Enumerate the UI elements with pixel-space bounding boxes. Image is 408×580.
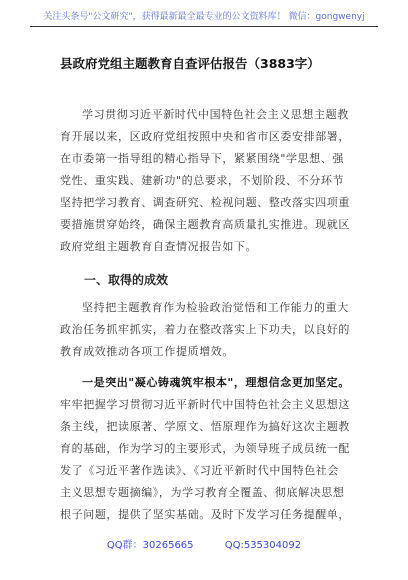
point1-line: 育的基础，作为学习的主要形式，为领导班子成员统一配 xyxy=(60,442,350,455)
header-note: 关注头条号"公文研究"，获得最新最全最专业的公文资料库！ 微信：gongwenyj xyxy=(43,12,365,22)
section1-paragraph xyxy=(60,297,356,363)
intro-line: 在市委第一指导组的精心指导下，紧紧围绕"学思想、强 xyxy=(60,152,345,165)
footer-qq-group: QQ群：30265665 xyxy=(106,540,194,551)
section1-line: 坚持把主题教育作为检验政治觉悟和工作能力的重大 xyxy=(82,301,349,314)
intro-line: 坚持把学习教育、调查研究、检视问题、整改落实四项重 xyxy=(60,196,350,209)
section1-line: 教育成效推动各项工作提质增效。 xyxy=(60,345,234,358)
point1-paragraph xyxy=(60,372,356,526)
footer-qq: QQ:535304092 xyxy=(224,540,302,551)
point1-lead: 一是突出"凝心铸魂筑牢根本"，理想信念更加坚定。 xyxy=(82,376,350,389)
intro-line: 学习贯彻习近平新时代中国特色社会主义思想主题教 xyxy=(82,108,349,121)
intro-line: 政府党组主题教育自查情况报告如下。 xyxy=(60,240,258,253)
intro-line: 党性、重实践、建新功"的总要求，不划阶段、不分环节 xyxy=(60,174,345,187)
section-heading: 一、取得的成效 xyxy=(84,273,169,287)
point1-line: 根子问题，提供了坚实基础。及时下发学习任务提醒单， xyxy=(60,508,350,521)
footer-contact xyxy=(0,536,408,551)
point1-line: 条主线，把读原著、学原文、悟原理作为搞好这次主题教 xyxy=(60,420,350,433)
section1-line: 政治任务抓牢抓实，着力在整改落实上下功夫，以良好的 xyxy=(60,323,350,336)
point1-line: 主义思想专题摘编》，为学习教育全覆盖、彻底解决思想 xyxy=(60,486,345,499)
point1-line: 牢牢把握学习贯彻习近平新时代中国特色社会主义思想这 xyxy=(60,398,350,411)
point1-line: 发了《习近平著作选读》、《习近平新时代中国特色社会 xyxy=(60,464,339,477)
intro-line: 要措施贯穿始终，确保主题教育高质量扎实推进。现就区 xyxy=(60,218,350,231)
intro-line: 育开展以来，区政府党组按照中央和省市区委安排部署， xyxy=(60,130,350,143)
intro-paragraph xyxy=(60,104,356,258)
header-divider xyxy=(30,26,378,27)
document-title: 县政府党组主题教育自查评估报告（3883字） xyxy=(60,56,320,71)
